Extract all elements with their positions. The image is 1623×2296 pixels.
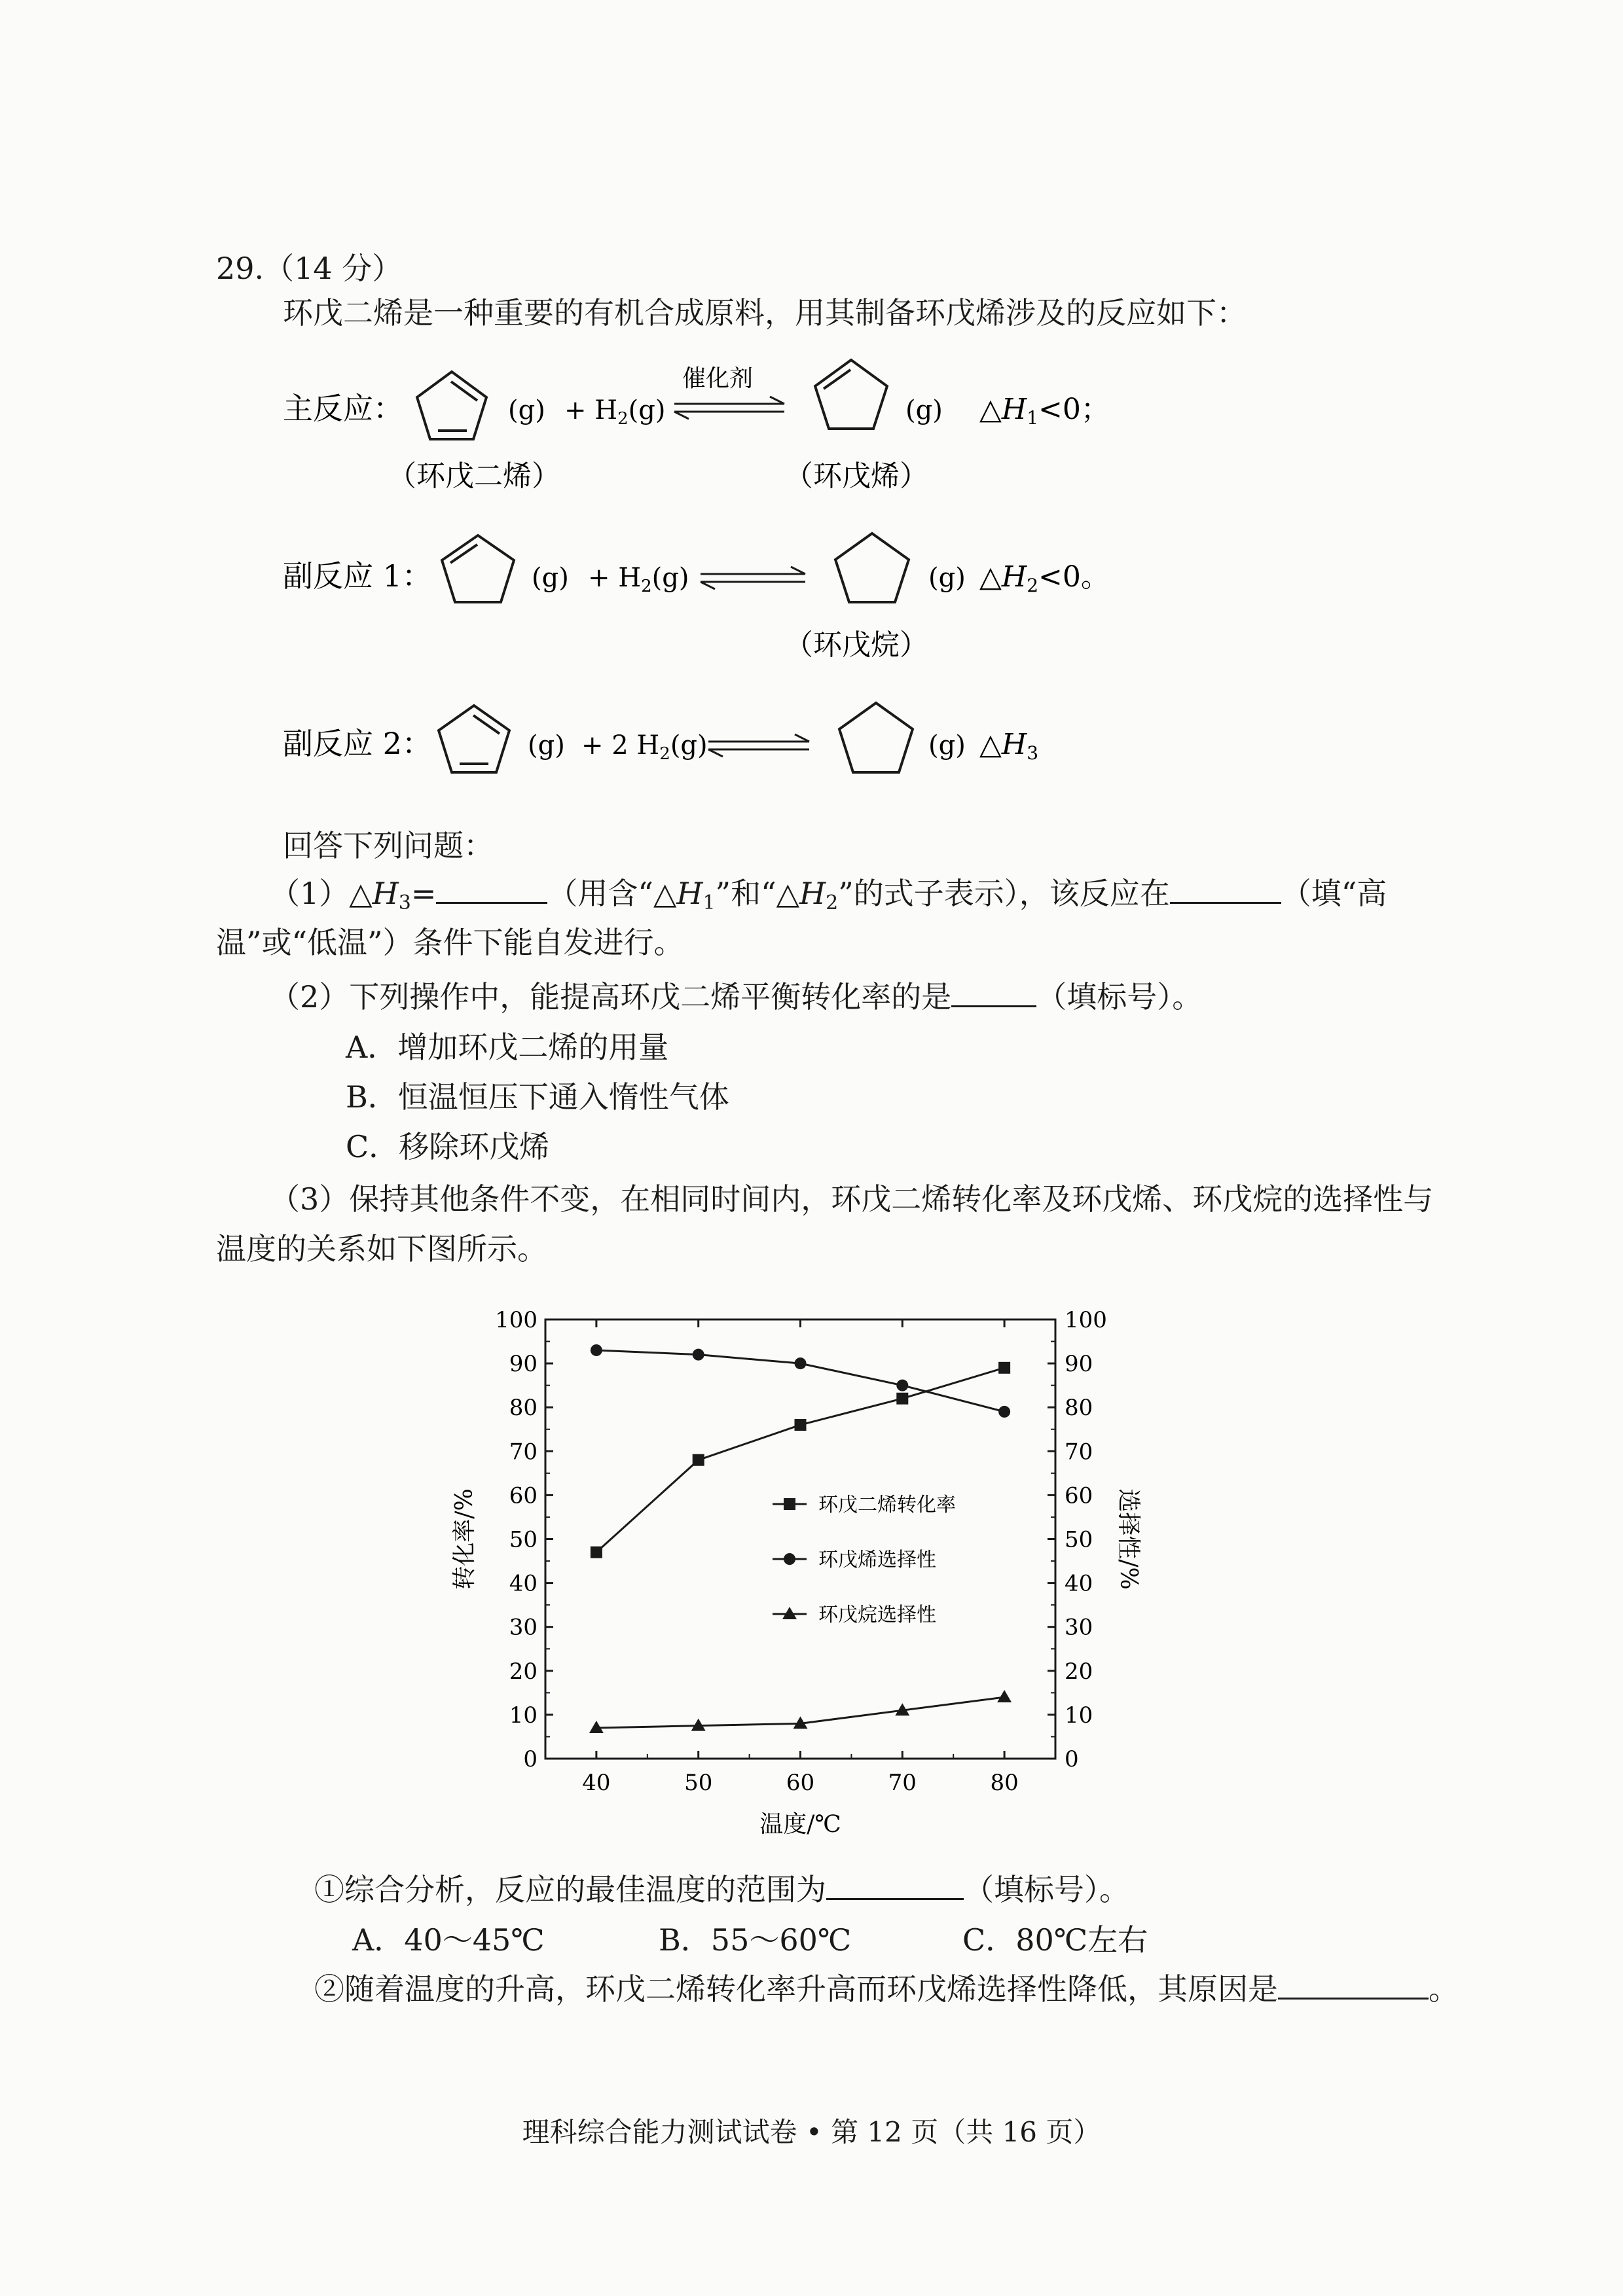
q3-sub1-option-c: C．80℃左右 [962,1922,1148,1958]
q3-stem-line2: 温度的关系如下图所示。 [216,1231,547,1266]
data-point [591,1547,602,1558]
y-tick-label-right: 50 [1065,1526,1093,1553]
legend-label: 环戊二烯转化率 [818,1494,956,1516]
side2-dh: △H3 [979,728,1039,764]
cyclopentene-structure [815,360,887,429]
legend-marker [784,1553,795,1565]
catalyst-label: 催化剂 [682,365,754,392]
side2-h2: + 2 $H_2(g)$ [581,730,708,764]
y-tick-label-left: 50 [509,1526,538,1553]
q2-option-c: C．移除环戊烯 [346,1129,550,1164]
side2-equilibrium-arrow [708,734,809,757]
legend-marker [784,1498,795,1510]
data-point [896,1393,908,1405]
x-tick-label: 80 [990,1770,1019,1796]
side1-product-state: (g) [928,563,966,593]
y-tick-label-left: 60 [509,1482,538,1509]
q3-sub1-stem: ①综合分析，反应的最佳温度的范围为 （填标号）。 [314,1869,1129,1909]
y-tick-label-left: 90 [509,1351,538,1378]
y-tick-label-right: 10 [1065,1702,1093,1729]
data-point [896,1380,908,1391]
data-point [591,1344,602,1356]
y-tick-label-right: 90 [1065,1351,1093,1378]
main-reactant-state: (g) [508,395,545,425]
y-tick-label-right: 100 [1065,1307,1107,1333]
plot-frame [545,1319,1055,1759]
side1-dh: △H2<0。 [979,560,1110,596]
side1-label: 副反应 1： [283,558,432,594]
q3-sub1-option-b: B．55～60℃ [659,1922,852,1958]
cyclopentane-product-structure [839,703,913,772]
cyclopentadiene-name: （环戊二烯） [388,459,560,493]
side2-product-state: (g) [928,730,966,761]
main-reaction-label: 主反应： [283,391,403,426]
y-tick-label-right: 40 [1065,1570,1093,1597]
x-tick-label: 50 [684,1770,713,1796]
q3-stem-line1: （3）保持其他条件不变，在相同时间内，环戊二烯转化率及环戊烯、环戊烷的选择性与 [270,1181,1434,1217]
chart-series-layer [589,1344,1012,1733]
q1-line2: 温”或“低温”）条件下能自发进行。 [216,925,684,960]
y-tick-label-left: 20 [509,1658,538,1685]
y-tick-label-right: 60 [1065,1482,1093,1509]
page-footer: 理科综合能力测试试卷 • 第 12 页（共 16 页） [522,2116,1101,2148]
question-number: 29. [216,251,264,286]
q2-option-a: A．增加环戊二烯的用量 [346,1030,669,1065]
data-point [998,1406,1010,1418]
legend-label: 环戊烷选择性 [818,1604,936,1626]
side1-reactant-state: (g) [532,563,569,593]
data-point [693,1454,704,1466]
x-tick-label: 70 [888,1770,917,1796]
cyclopentadiene-structure [417,372,486,439]
q3-sub1-option-a: A．40～45℃ [352,1922,545,1958]
data-point [795,1419,807,1431]
main-h2: + $H_2(g)$ [564,395,666,429]
cyclopentane-name: （环戊烷） [784,628,928,662]
main-product-state: (g) [905,395,943,425]
y-tick-label-left: 100 [495,1307,538,1333]
data-point [998,1362,1010,1374]
x-axis-label: 温度/℃ [759,1811,841,1838]
side2-label: 副反应 2： [283,726,432,761]
side2-reactant-state: (g) [528,730,565,761]
y-tick-label-left: 40 [509,1570,538,1597]
equilibrium-arrow [674,397,784,419]
q1-line1: $(1)\triangle H_3=$ （用含“$\triangle H_1$”和“$\triangle H_2$”的式子表示），该反应在 （填“高 [270,873,1387,923]
data-point [795,1357,807,1369]
cyclopentene-name: （环戊烯） [784,459,928,493]
q1-blank-dh3[interactable] [436,873,547,904]
y-tick-label-right: 0 [1065,1746,1079,1772]
side1-h2: + $H_2(g)$ [588,563,689,596]
q2-stem: （2）下列操作中，能提高环戊二烯平衡转化率的是 （填标号）。 [270,977,1202,1016]
reaction-scheme [0,0,1623,785]
question-intro: 环戊二烯是一种重要的有机合成原料，用其制备环戊烯涉及的反应如下： [283,295,1247,331]
conversion-selectivity-chart [432,1296,1152,1846]
y-tick-label-right: 30 [1065,1614,1093,1641]
left-y-axis-label: 转化率/% [451,1488,478,1590]
q3-sub2-stem: ②随着温度的升高，环戊二烯转化率升高而环戊烯选择性降低，其原因是 。 [314,1969,1459,2009]
q3-sub2-blank[interactable] [1278,1969,1429,2000]
main-dh: △H1<0； [979,393,1110,429]
question-points: （14 分） [264,251,403,286]
y-tick-label-left: 10 [509,1702,538,1729]
y-tick-label-left: 0 [523,1746,538,1772]
y-tick-label-left: 70 [509,1439,538,1465]
data-point [997,1690,1012,1702]
y-tick-label-left: 80 [509,1395,538,1422]
chart-legend [773,1494,956,1626]
y-tick-label-right: 80 [1065,1395,1093,1422]
series-triangle [589,1690,1012,1733]
series-circle [591,1344,1010,1418]
q2-option-b: B．恒温恒压下通入惰性气体 [346,1079,729,1115]
cyclopentadiene-reactant-structure [439,706,509,772]
legend-label: 环戊烯选择性 [818,1549,936,1571]
series-square [591,1362,1010,1558]
x-tick-label: 60 [786,1770,815,1796]
y-tick-label-left: 30 [509,1614,538,1641]
side1-equilibrium-arrow [701,567,805,589]
q1-blank-condition[interactable] [1170,873,1281,904]
y-tick-label-right: 70 [1065,1439,1093,1465]
q3-sub1-blank[interactable] [826,1869,964,1900]
cyclopentene-reactant-structure [442,535,514,602]
answer-prompt: 回答下列问题： [283,828,494,863]
x-tick-label: 40 [582,1770,611,1796]
y-tick-label-right: 20 [1065,1658,1093,1685]
right-y-axis-label: 选择性/% [1115,1488,1142,1590]
cyclopentane-structure [835,533,909,602]
data-point [693,1349,704,1361]
q2-blank[interactable] [951,977,1036,1007]
